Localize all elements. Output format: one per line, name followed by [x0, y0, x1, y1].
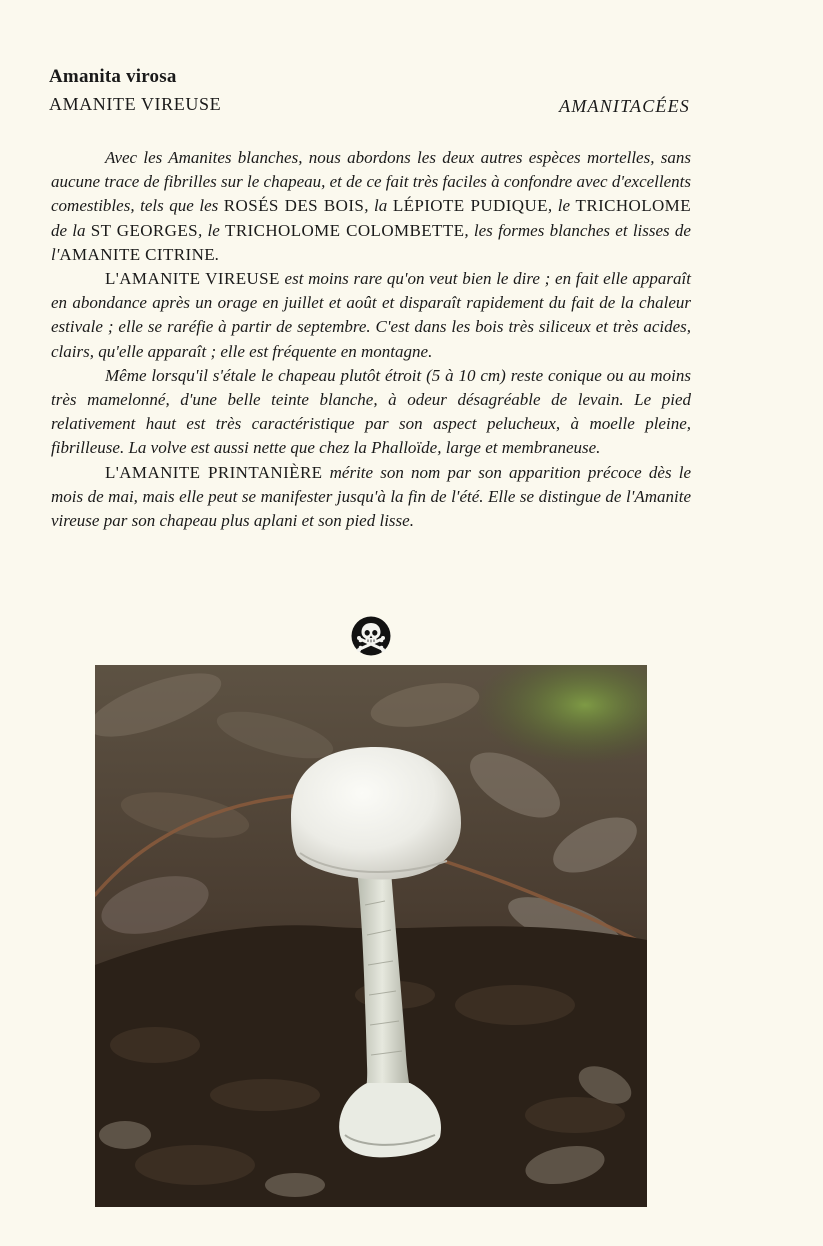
text-run: Même lorsqu'il s'étale le chapeau plutôt étroit (5 à 10 cm) reste conique ou au moins très mamelonné, d'une belle teinte blanche, à odeur désagréable de levain. Le pied relativement haut est très caractéristique par son aspect pelucheux, à moelle pleine, fibrilleuse. La volve est aussi nette que chez la Phalloïde, large et membraneuse.: [51, 365, 691, 458]
text-run: est moins rare qu'on veut bien le dire ; en fait elle apparaît en abondance après un orage en juillet et août et disparaît rapidement du fait de la chaleur estivale ; elle se raréfie à partir de septembre. C'est dans les bois très siliceux et très acides, clairs, qu'elle apparaît ; elle est fréquente en montagne.: [51, 269, 691, 361]
paragraph: [51, 267, 691, 364]
species-latin-name: Amanita virosa: [49, 66, 177, 87]
species-family: AMANITACÉES: [559, 96, 690, 116]
mushroom-photo: [95, 665, 647, 1207]
species-reference: TRICHOLOME: [575, 196, 691, 216]
text-run: , la: [364, 196, 393, 216]
text-run: .: [215, 244, 220, 264]
text-run: , les formes blanches et lisses de l': [51, 220, 691, 264]
skull-crossbones-icon: [351, 616, 391, 656]
description-text: [51, 146, 691, 533]
text-run: de la: [51, 220, 91, 240]
paragraph: [51, 461, 691, 534]
species-reference: ST GEORGES: [90, 220, 198, 240]
species-common-name: AMANITE VIREUSE: [49, 94, 222, 114]
text-run: , le: [197, 220, 226, 240]
text-run: Avec les Amanites blanches, nous abordons les deux autres espèces mortelles, sans aucune trace de fibrilles sur le chapeau, et de ce fait très faciles à confondre avec d'excellents comestibles, tels que les: [51, 148, 691, 216]
paragraph: [51, 146, 691, 267]
text-run: mérite son nom par son apparition précoce dès le mois de mai, mais elle peut se manifester jusqu'à la fin de l'été. Elle se distingue de l'Amanite vireuse par son chapeau plus aplani et son pied lisse.: [51, 462, 691, 531]
species-reference: AMANITE CITRINE: [59, 244, 216, 264]
species-reference: LÉPIOTE PUDIQUE: [392, 196, 548, 216]
species-reference: TRICHOLOME COLOMBETTE: [225, 220, 465, 240]
text-run: , le: [547, 196, 576, 216]
species-reference: L'AMANITE PRINTANIÈRE: [105, 462, 323, 482]
species-reference: ROSÉS DES BOIS: [223, 196, 365, 216]
paragraph: [51, 364, 691, 461]
species-reference: L'AMANITE VIREUSE: [105, 269, 280, 289]
